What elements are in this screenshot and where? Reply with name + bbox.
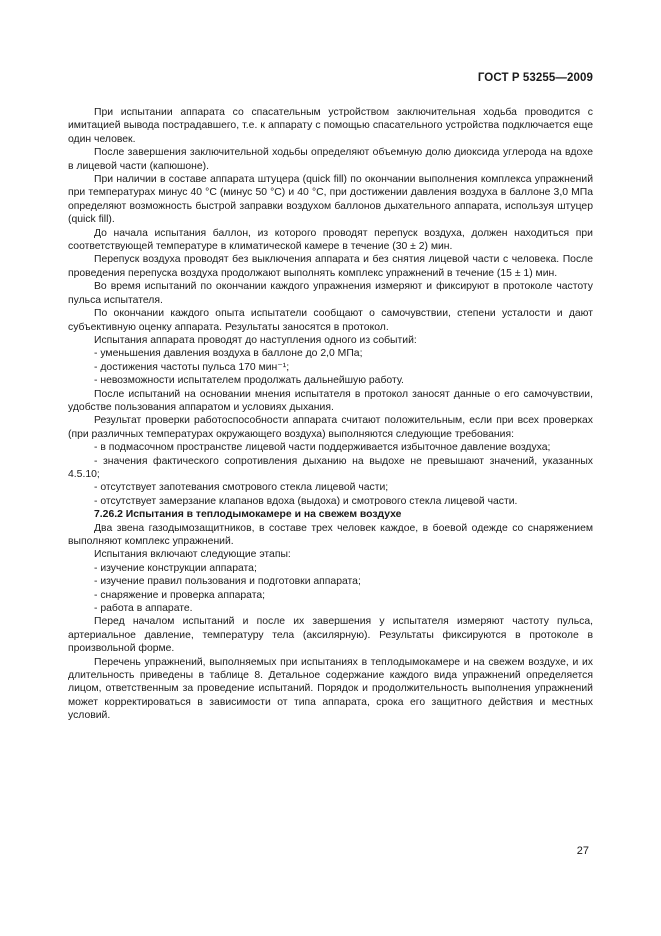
paragraph: Перепуск воздуха проводят без выключения аппарата и без снятия лицевой части с человека. После проведения перепуска воздуха продолжают выполнять комплекс упражнений в течение (15 ± 1) мин. <box>68 254 593 279</box>
paragraph: До начала испытания баллон, из которого проводят перепуск воздуха, должен находиться при соответствующей температуре в климатической камере в течение (30 ± 2) мин. <box>68 227 593 253</box>
body-text <box>68 106 593 723</box>
list-item: - изучение конструкции аппарата; <box>94 562 257 574</box>
paragraph: После завершения заключительной ходьбы определяют объемную долю диоксида углерода на вдохе в лицевой части (капюшоне). <box>68 147 593 172</box>
paragraph: При наличии в составе аппарата штуцера (quick fill) по окончании выполнения комплекса упражнений при температурах минус 40 °С (минус 50 °С) и 40 °С, при достижении давления воздуха в баллоне 3,0 МПа определяют возможность быстрой заправки воздухом баллонов дыхательного аппарата, используя штуцер (quick fill). <box>68 174 593 226</box>
document-number-header: ГОСТ Р 53255—2009 <box>477 72 593 84</box>
list-item: - невозможности испытателем продолжать дальнейшую работу. <box>94 375 404 387</box>
section-heading: 7.26.2 Испытания в теплодымокамере и на свежем воздухе <box>94 509 402 521</box>
list-item: - работа в аппарате. <box>94 603 193 615</box>
list-item: - отсутствует запотевания смотрового стекла лицевой части; <box>94 482 389 494</box>
paragraph: Два звена газодымозащитников, в составе трех человек каждое, в боевой одежде со снаряжением выполняют комплекс упражнений. <box>68 522 593 547</box>
paragraph: Перечень упражнений, выполняемых при испытаниях в теплодымокамере и на свежем воздухе, и их длительность приведены в таблице 8. Детальное содержание каждого вида упражнений определяется лицом, ответственным за проведение испытаний. Порядок и продолжительность выполнения упражнений может корректироваться в зависимости от типа аппарата, срока его защитного действия и местных условий. <box>68 656 593 722</box>
paragraph: После испытаний на основании мнения испытателя в протокол заносят данные о его самочувствии, удобстве пользования аппаратом и условиях дыхания. <box>68 388 593 413</box>
paragraph: Перед началом испытаний и после их завершения у испытателя измеряют частоту пульса, артериальное давление, температуру тела (аксилярную). Результаты фиксируются в протоколе в произвольной форме. <box>68 616 593 655</box>
paragraph: По окончании каждого опыта испытатели сообщают о самочувствии, степени усталости и дают субъективную оценку аппарата. Результаты заносятся в протокол. <box>68 308 593 333</box>
list-item: - уменьшения давления воздуха в баллоне до 2,0 МПа; <box>94 348 363 360</box>
list-item: - значения фактического сопротивления дыханию на выдохе не превышают значений, указанных 4.5.10; <box>68 455 593 480</box>
page-number: 27 <box>576 845 589 857</box>
paragraph: При испытании аппарата со спасательным устройством заключительная ходьба проводится с имитацией вывода пострадавшего, т.е. к аппарату с помощью спасательного устройства подключается еще один человек. <box>68 107 593 145</box>
paragraph: Результат проверки работоспособности аппарата считают положительным, если при всех проверках (при различных температурах окружающего воздуха) выполняются следующие требования: <box>68 415 593 440</box>
list-item: - отсутствует замерзание клапанов вдоха (выдоха) и смотрового стекла лицевой части. <box>94 495 518 507</box>
list-item: - изучение правил пользования и подготовки аппарата; <box>94 576 361 588</box>
list-item: - в подмасочном пространстве лицевой части поддерживается избыточное давление воздуха; <box>94 442 551 454</box>
list-item: - снаряжение и проверка аппарата; <box>94 589 266 601</box>
paragraph: Испытания включают следующие этапы: <box>94 549 291 561</box>
paragraph: Испытания аппарата проводят до наступления одного из событий: <box>94 334 417 346</box>
paragraph: Во время испытаний по окончании каждого упражнения измеряют и фиксируют в протоколе частоту пульса испытателя. <box>68 281 593 306</box>
list-item: - достижения частоты пульса 170 мин⁻¹; <box>94 361 290 373</box>
